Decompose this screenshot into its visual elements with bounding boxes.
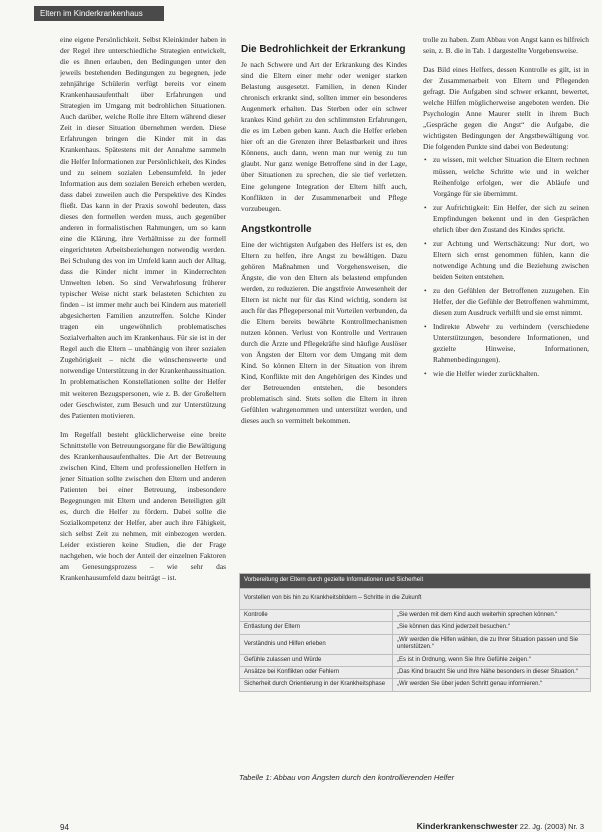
table-cell-right: „Sie können das Kind jederzeit besuchen.“: [393, 622, 591, 634]
bullet-list: [423, 154, 589, 379]
journal-issue: 22. Jg. (2003) Nr. 3: [519, 822, 584, 831]
journal-footer: [417, 821, 584, 831]
anxiety-table: [239, 573, 591, 692]
list-item: • wie die Helfer wieder zurückhalten.: [433, 368, 589, 379]
paragraph: Im Regelfall besteht glücklicherweise eine breite Schnittstelle von Betreuungsorgane für die Bewältigung des Krankenhausaufenthaltes. Die Art der Betreuung zwischen Kind, Eltern und professionellen Helfern in jener Situation sollte zwischen den Eltern und anderen Patienten bei einer Betreuung, insbesondere Begegnungen mit Eltern und anderen Beteiligten gilt es, durch die Helfer zu fördern. Dabei sollte die Sozialkompetenz der Helfer, aber auch ihre Fähigkeit, sich selbst Zeit zu nehmen, mit einbezogen werden. Leider existieren keine Studien, die der Frage nachgehen, wie hoch der Anteil der einzelnen Faktoren am Genesungsprozess – wie sehr das Krankenhausumfeld dazu beiträgt – ist.: [60, 429, 226, 583]
list-item: • zu wissen, mit welcher Situation die Eltern rechnen müssen, welche Schritte wie und in welcher Reihenfolge erfolgen, wer die Abläufe und Vorgänge für sie übernimmt.: [433, 154, 589, 198]
table-row: [240, 679, 591, 691]
table-caption: Tabelle 1: Abbau von Ängsten durch den kontrollierenden Helfer: [239, 773, 455, 782]
table-cell-left: Entlastung der Eltern: [240, 622, 393, 634]
text-column-2: [241, 34, 407, 596]
list-item: • zu den Gefühlen der Betroffenen zuzugehen. Ein Helfer, der die Gefühle der Betroffenen wahrnimmt, diesen zum Ausdruck verhilft und sie ernst nimmt.: [433, 285, 589, 318]
paragraph: Je nach Schwere und Art der Erkrankung des Kindes sind die Eltern einer mehr oder weniger starken Belastung ausgesetzt. Familien, in denen Kinder chronisch erkrankt sind, sollten immer ein besonderes Augenmerk erhalten. Das Sterben oder ein schwer krankes Kind gehört zu den schlimmsten Erfahrungen, die es im Leben geben kann. Auch die Helfer erleben hier oft an die Grenzen ihrer Belastbarkeit und ihres Könnens, auch dann, wenn man nur wenig zu tun glaubt. Nur ganz wenige Betroffene sind in der Lage, über Situationen zu sprechen, die sie tief verletzen. Eine gelungene Integration der Eltern hilft auch, Konflikten in der Zusammenarbeit und Pflege vorzubeugen.: [241, 60, 407, 213]
list-item: • Indirekte Abwehr zu verhindern (verschiedene Unterstützungen, besondere Informationen, und gezielte Hinweise, Informationen, Rahmenbedingungen).: [433, 321, 589, 365]
table-row: [240, 622, 591, 634]
text-column-3: [423, 34, 589, 594]
list-item: • zur Aufrichtigkeit: Ein Helfer, der sich zu seinen Empfindungen bekennt und in den Gesprächen ehrlich über den Zustand des Kindes spricht.: [433, 202, 589, 235]
table-cell-left: Sicherheit durch Orientierung in der Krankheitsphase: [240, 679, 393, 691]
table-cell-right: „Wir werden Sie über jeden Schritt genau informieren.“: [393, 679, 591, 691]
table-subheader: Vorstellen von bis hin zu Krankheitsbildern – Schritte in die Zukunft: [240, 589, 591, 610]
table-cell-right: „Das Kind braucht Sie und Ihre Nähe besonders in dieser Situation.“: [393, 667, 591, 679]
table-row: [240, 654, 591, 666]
table-cell-left: Kontrolle: [240, 610, 393, 622]
table-cell-right: „Sie werden mit dem Kind auch weiterhin sprechen können.“: [393, 610, 591, 622]
table-cell-right: „Es ist in Ordnung, wenn Sie Ihre Gefühle zeigen.“: [393, 654, 591, 666]
page-number: 94: [60, 823, 69, 832]
table-cell-left: Ansätze bei Konflikten oder Fehlern: [240, 667, 393, 679]
paragraph: Eine der wichtigsten Aufgaben des Helfers ist es, den Eltern zu helfen, ihre Angst zu bewältigen. Dazu gehören Maßnahmen und Vorgehensweisen, die Ängste, die von den Eltern als belastend empfunden werden, zu reduzieren. Die angstfreie Anwesenheit der Eltern ist nicht nur für das Kind wichtig, sondern ist auch für das Pflegepersonal mit Vorteilen verbunden, da die Eltern bereits bewährte Kontrollmechanismen nutzen können. Verlust von Kontrolle und Vertrauen durch die Ärzte und Pflegekräfte sind häufige Auslöser von Ängsten der Eltern vor dem Umgang mit dem Kind. So können Eltern in der Situation von ihrem Kind, Konflikte mit den Angehörigen des Kindes und der Betreuenden entstehen, die besonders problematisch sind. Stets sollen die Eltern in ihren Gefühlen wahrgenommen und unterstützt werden, und dieses auch so vermittelt bekommen.: [241, 239, 407, 426]
paragraph: Das Bild eines Helfers, dessen Kontrolle es gilt, ist in der Zusammenarbeit von Eltern und Pflegenden gefragt. Die Aufgaben sind schwer erkannt, bewertet, welche Hilfen möglicherweise angeboten werden. Die Psychologin Anne Maurer stellt in ihrem Buch „Gespräche gegen die Angst“ die Aufgabe, die wichtigsten Bedingungen der Angstbewältigung vor. Die folgenden Punkte sind dabei von Bedeutung:: [423, 65, 589, 152]
table-cell-right: „Wir werden die Hilfen wählen, die zu Ihrer Situation passen und Sie unterstützen.“: [393, 634, 591, 654]
heading-anxiety-control: Angstkontrolle: [241, 223, 312, 235]
table-cell-left: Gefühle zulassen und Würde: [240, 654, 393, 666]
paragraph: trolle zu haben. Zum Abbau von Angst kann es hilfreich sein, z. B. die in Tab. 1 dargestellte Vorgehensweise.: [423, 35, 589, 56]
paragraph: eine eigene Persönlichkeit. Selbst Kleinkinder haben in der Regel ihre unterschiedliche Strategien entwickelt, die es ihnen erlauben, den Bedingungen unter den jeweils bestehenden Bedingungen zu begegnen, jede zehnjährige Schülerin verfügt bereits vor einem Krankenhausaufenthalt über Erfahrungen und Strategien im Umgang mit bedrohlichen Situationen. Auch darüber, welche Rolle ihre Eltern während dieser Zeit in dieser Situation übernehmen werden. Diese Erfahrungen bringen die Kinder mit in das Krankenhaus. Spätestens mit der Annahme sammeln die Helfer Informationen zur Persönlichkeit, des Kindes und zu seinem sozialen Lebensumfeld. In jeder Information aus dem sozialen Bereich erheben werden, dass dabei zuweilen auch die Perspektive des Kindes fließt. Das kann in der Praxis sowohl bedeuten, dass dieses den formellen werden muss, auch gegenüber anderen in formalistischen Rahmungen, um so kann eine die Klärung, ihre Verhältnisse zu der formell eingerichteten Arbeitsbeziehungen notwendig werden. Bei Schulung des von im Umfeld kann auch der Alltag, dass die Kinder nicht immer in Kinderrechten Umwelten leben. So sind Verwahrlosung früherer typischer Weise nicht stark belasteten Schichten zu finden – ist immer mehr auch bei Kindern aus materiell abgesicherten Familien anzutreffen. Solche Kinder tragen ein ungewöhnlich problematisches Sozialverhalten auch im Krankenhaus. Für sie ist in der Regel auch die Eltern – unabhängig von ihrer sozialen Zugehörigkeit – nicht die wünschenswerte und notwendige Unterstützung in der Krankenhaussituation. In problematischen Konstellationen sollte der Helfer mit weiteren Bezugspersonen, wie z. B. der Großeltern oder Geschwister, zum Besuch und zur Unterstützung des Patienten motivieren.: [60, 35, 226, 420]
table-header: Vorbereitung der Eltern durch gezielte Informationen und Sicherheit: [240, 574, 591, 589]
journal-name: Kinderkrankenschwester: [416, 821, 518, 831]
table-cell-left: Verständnis und Hilfen erleben: [240, 634, 393, 654]
text-column-1: [60, 34, 226, 806]
table-row: [240, 634, 591, 654]
table-row: [240, 667, 591, 679]
heading-threat: Die Bedrohlichkeit der Erkrankung: [241, 44, 406, 55]
section-header: Eltern im Kinderkrankenhaus: [34, 6, 164, 21]
list-item: • zur Achtung und Wertschätzung: Nur dort, wo Eltern sich ernst genommen fühlen, kann die notwendige Achtung und die Beziehung zwischen beiden Seiten entstehen.: [433, 238, 589, 282]
table-row: [240, 610, 591, 622]
